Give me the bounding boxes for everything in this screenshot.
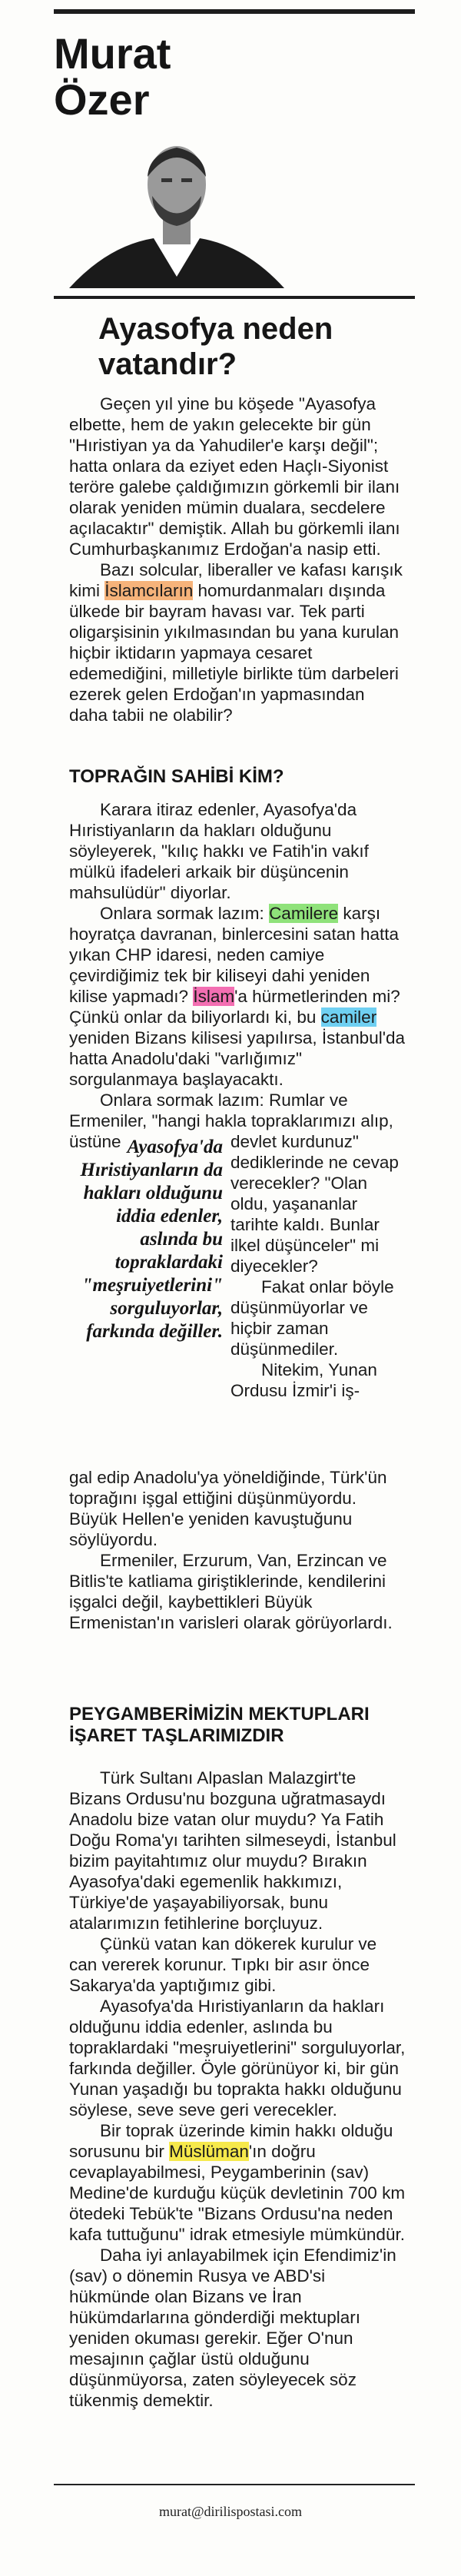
section-2-paragraph-5: Daha iyi anlayabilmek için Efendimiz'in (sav) o dönemin Rusya ve ABD'si hükmünde olan Bizans ve İran hükümdarlarına gönderdiği mektupları yeniden okuması gerekir. Eğer O'nun mesajının çağlar üstü olduğunu düşünmüyorsa, zaten söyleyecek söz tükenmiş demektir. xyxy=(69,2246,396,2410)
highlight-islamcilarin: İslamcıların xyxy=(104,581,194,600)
section-1-title: TOPRAĞIN SAHİBİ KİM? xyxy=(69,766,284,787)
author-last-name: Özer xyxy=(54,75,150,124)
section-2-paragraph-4: Bir toprak üzerinde kimin hakkı olduğu sorusunu bir Müslüman'ın doğru cevaplayabilmesi, Peygamberinin (sav) Medine'de kurduğu küçük devletinin 700 km ötedeki Tebük'te "Bizans Ordusu'na neden kafa tuttuğunu" idrak etmesiyle mümkündür. xyxy=(69,2121,406,2244)
section-1-text-continued xyxy=(69,1467,407,1633)
author-email[interactable]: murat@dirilispostasi.com xyxy=(158,2504,303,2519)
section-1-paragraph-3-start: Onlara sormak lazım: Rumlar ve Ermeniler, "hangi hakla topraklarımızı alıp, üstüne xyxy=(69,1090,393,1151)
section-1-paragraph-2: Onlara sormak lazım: Camilere karşı hoyratça davranan, binlercesini satan hatta yıkan CHP idaresi, neden camiye çevirdiğimiz tek bir kiliseyi dahi yeniden kilise yapmadı? İslam'a hürmetlerinden mi? Çünkü onlar da biliyorlardı ki, bu camiler yeniden Bizans kilisesi yapılırsa, İstanbul'da hatta Anadolu'daki "varlığımız" sorgulanmaya başlayacaktı. xyxy=(69,904,406,1089)
top-rule xyxy=(54,9,415,14)
section-1-text xyxy=(69,799,407,1152)
footer-rule xyxy=(54,2484,415,2485)
header-rule xyxy=(54,296,415,299)
section-1-paragraph-5-end: gal edip Anadolu'ya yöneldiğinde, Türk'ün toprağını işgal ettiğini düşünmüyordu. Büyük Hellen'e yeniden kavuştuğunu söylüyordu. xyxy=(69,1468,387,1549)
section-2-paragraph-2: Çünkü vatan kan dökerek kurulur ve can vererek korunur. Tıpkı bir asır önce Sakarya'da yaptığımız gibi. xyxy=(69,1934,377,1995)
section-1-paragraph-5-start: Nitekim, Yunan Ordusu İzmir'i iş- xyxy=(230,1360,377,1400)
section-1-paragraph-3-end: devlet kurdunuz" dediklerinde ne cevap verecekler? "Olan oldu, yaşananlar tarihte kaldı. Bunlar ilkel düşünceler" mi diyecekler? xyxy=(230,1132,399,1276)
article-headline: Ayasofya neden vatandır? xyxy=(98,312,333,381)
section-1-paragraph-1: Karara itiraz edenler, Ayasofya'da Hıristiyanların da hakları olduğunu söyleyerek, "kılıç hakkı ve Fatih'in vakıf mülkü ifadeleri arkaik bir düşüncenin mahsulüdür" diyorlar. xyxy=(69,800,369,902)
intro-paragraph-2: Bazı solcular, liberaller ve kafası karışık kimi İslamcıların homurdanmaları dışında ülkede bir bayram havası var. Tek parti oligarşisinin yıkılmasından bu yana kurulan hiçbir iktidarın yapmaya cesaret edemediğini, milletiyle birlikte tüm darbeleri ezerek gelen Erdoğan'ın yapmasından daha tabii ne olabilir? xyxy=(69,560,403,725)
pull-quote: Ayasofya'da Hıristiyanların da hakları olduğunu iddia edenler, aslında bu topraklardaki "meşruiyetlerini" sorguluyorlar, farkında değiller. xyxy=(80,1137,223,1342)
section-2-paragraph-1: Türk Sultanı Alpaslan Malazgirt'te Bizans Ordusu'nu bozguna uğratmasaydı Anadolu bize vatan olur muydu? Ya Fatih Doğu Roma'yı tarihten silmeseydi, İstanbul bizim payitahtımız olur muydu? Bırakın Ayasofya'daki egemenlik hakkımızı, Türkiye'de yaşayabiliyorsak, bunu atalarımızın fetihlerine borçluyuz. xyxy=(69,1768,396,1933)
highlight-musluman: Müslüman xyxy=(169,2142,249,2161)
author-photo xyxy=(61,131,292,288)
intro-text xyxy=(69,393,407,725)
author-name xyxy=(54,31,171,123)
section-2-title: PEYGAMBERİMİZİN MEKTUPLARI İŞARET TAŞLARIMIZDIR xyxy=(69,1704,370,1746)
section-2-paragraph-3: Ayasofya'da Hıristiyanların da hakları olduğunu iddia edenler, aslında bu topraklardaki "meşruiyetlerini" sorguluyorlar, farkında değiller. Öyle görünüyor ki, bir gün Yunan yaşadığı bu toprakta hakkı olduğunu söylese, seve seve geri verecekler. xyxy=(69,1997,406,2120)
section-1-paragraph-6: Ermeniler, Erzurum, Van, Erzincan ve Bitlis'te katliama giriştiklerinde, kendilerini işgalci değil, kaybettikleri Büyük Ermenistan'ın varisleri olarak görüyorlardı. xyxy=(69,1551,393,1632)
section-1-paragraph-4: Fakat onlar böyle düşünmüyorlar ve hiçbir zaman düşünmediler. xyxy=(230,1277,394,1359)
highlight-islam: İslam xyxy=(193,987,235,1006)
highlight-camilere: Camilere xyxy=(269,904,339,923)
section-1-right-column xyxy=(230,1131,407,1401)
author-first-name: Murat xyxy=(54,29,171,78)
highlight-camiler: camiler xyxy=(320,1007,377,1027)
section-2-text xyxy=(69,1768,407,2411)
intro-paragraph-1: Geçen yıl yine bu köşede "Ayasofya elbette, hem de yakın gelecekte bir gün "Hıristiyan ya da Yahudiler'e karşı değil"; hatta onlara da eziyet eden Haçlı-Siyonist teröre galebe çaldığımızın görkemli bir ilanı olarak yeniden mümin dualara, secdelere açılacaktır" demiştik. Allah bu görkemli ilanı Cumhurbaşkanımız Erdoğan'a nasip etti. xyxy=(69,394,400,559)
